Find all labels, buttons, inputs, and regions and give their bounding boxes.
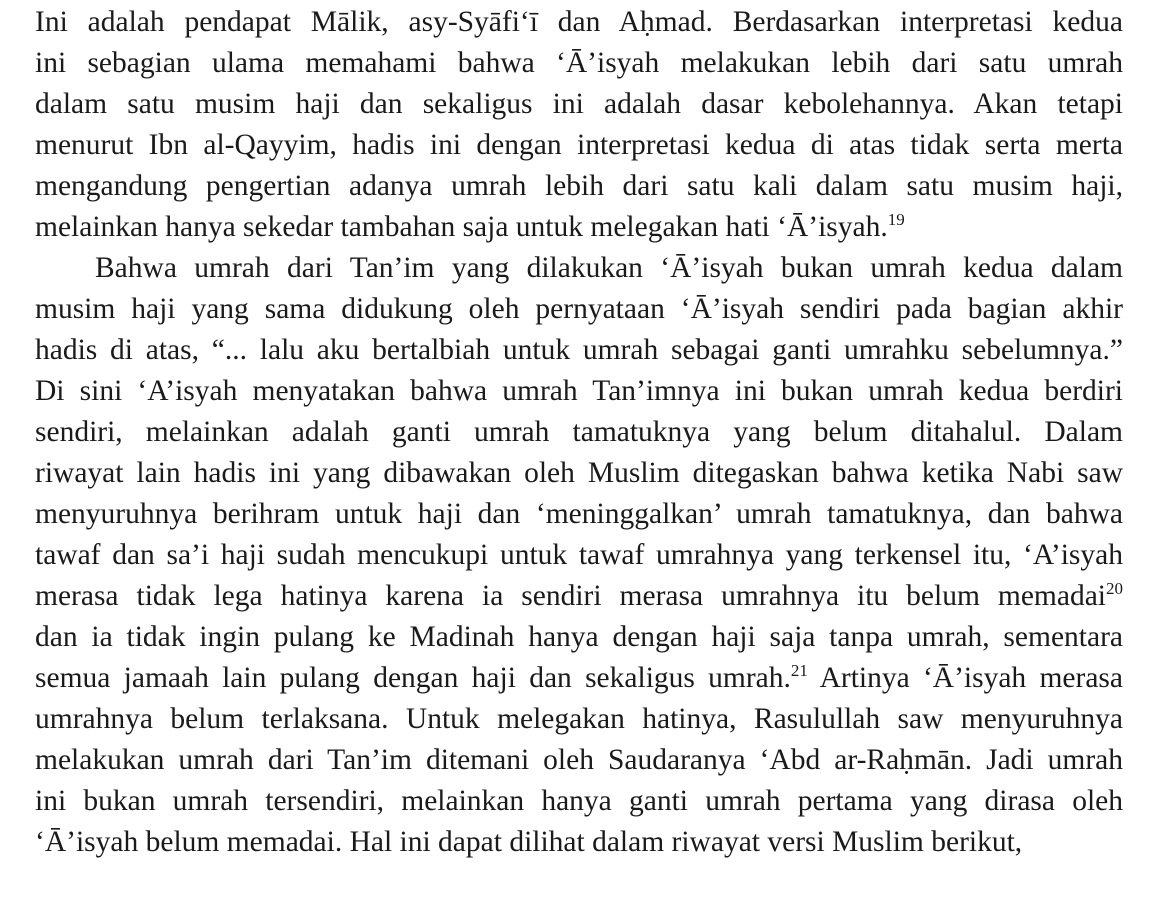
text-span: riwayat lain hadis ini yang dibawakan oleh Muslim ditegaskan bahwa ketika Nabi saw (35, 457, 1123, 489)
text-span: semua jamaah lain pulang dengan haji dan sekaligus umrah. (35, 662, 791, 694)
text-line (35, 453, 1123, 494)
text-line (35, 84, 1123, 125)
text-span: sendiri, melainkan adalah ganti umrah tamatuknya yang belum ditahalul. Dalam (35, 416, 1123, 448)
text-line (35, 494, 1123, 535)
text-line (35, 125, 1123, 166)
text-span: ‘Ā’isyah belum memadai. Hal ini dapat dilihat dalam riwayat versi Muslim berikut, (35, 826, 1023, 858)
text-line (35, 617, 1123, 658)
text-span: Di sini ‘A’isyah menyatakan bahwa umrah Tan’imnya ini bukan umrah kedua berdiri (35, 375, 1123, 407)
text-span: merasa tidak lega hatinya karena ia sendiri merasa umrahnya itu belum memadai (35, 580, 1106, 612)
text-line (35, 166, 1123, 207)
text-span: menyuruhnya berihram untuk haji dan ‘meninggalkan’ umrah tamatuknya, dan bahwa (35, 498, 1123, 530)
text-span: musim haji yang sama didukung oleh pernyataan ‘Ā’isyah sendiri pada bagian akhir (35, 293, 1123, 325)
text-line (35, 412, 1123, 453)
text-line (35, 535, 1123, 576)
text-span: ini sebagian ulama memahami bahwa ‘Ā’isyah melakukan lebih dari satu umrah (35, 47, 1123, 79)
document-page (35, 2, 1123, 863)
text-line (35, 2, 1123, 43)
text-span: dalam satu musim haji dan sekaligus ini adalah dasar kebolehannya. Akan tetapi (35, 88, 1123, 120)
text-span: umrahnya belum terlaksana. Untuk melegakan hatinya, Rasulullah saw menyuruhnya (35, 703, 1123, 735)
text-span: Bahwa umrah dari Tan’im yang dilakukan ‘Ā’isyah bukan umrah kedua dalam (95, 252, 1123, 284)
text-line (35, 207, 1123, 248)
footnote-ref-20[interactable]: 20 (1106, 579, 1123, 598)
text-span: Artinya ‘Ā’isyah merasa (819, 662, 1123, 694)
text-span: hadis di atas, “... lalu aku bertalbiah untuk umrah sebagai ganti umrahku sebelumnya.” (35, 334, 1123, 366)
text-span: ini bukan umrah tersendiri, melainkan hanya ganti umrah pertama yang dirasa oleh (35, 785, 1123, 817)
text-line (35, 330, 1123, 371)
text-line (35, 822, 1123, 863)
text-line (35, 289, 1123, 330)
text-span: menurut Ibn al-Qayyim, hadis ini dengan interpretasi kedua di atas tidak serta merta (35, 129, 1123, 161)
text-span: melakukan umrah dari Tan’im ditemani oleh Saudaranya ‘Abd ar-Raḥmān. Jadi umrah (35, 744, 1123, 776)
text-line (35, 658, 1123, 699)
text-span: dan ia tidak ingin pulang ke Madinah hanya dengan haji saja tanpa umrah, sementara (35, 621, 1123, 653)
text-line (35, 781, 1123, 822)
text-line (35, 699, 1123, 740)
text-line (35, 576, 1123, 617)
paragraph-1 (35, 2, 1123, 248)
text-line (35, 371, 1123, 412)
text-span: mengandung pengertian adanya umrah lebih dari satu kali dalam satu musim haji, (35, 170, 1123, 202)
paragraph-2 (35, 248, 1123, 863)
text-span: melainkan hanya sekedar tambahan saja untuk melegakan hati ‘Ā’isyah. (35, 211, 888, 243)
text-span: Ini adalah pendapat Mālik, asy-Syāfi‘ī dan Aḥmad. Berdasarkan interpretasi kedua (35, 6, 1123, 38)
footnote-ref-19[interactable]: 19 (887, 210, 905, 229)
footnote-ref-21[interactable]: 21 (790, 661, 808, 680)
text-span: tawaf dan sa’i haji sudah mencukupi untuk tawaf umrahnya yang terkensel itu, ‘A’isyah (35, 539, 1123, 571)
text-line (35, 248, 1123, 289)
text-line (35, 740, 1123, 781)
text-line (35, 43, 1123, 84)
